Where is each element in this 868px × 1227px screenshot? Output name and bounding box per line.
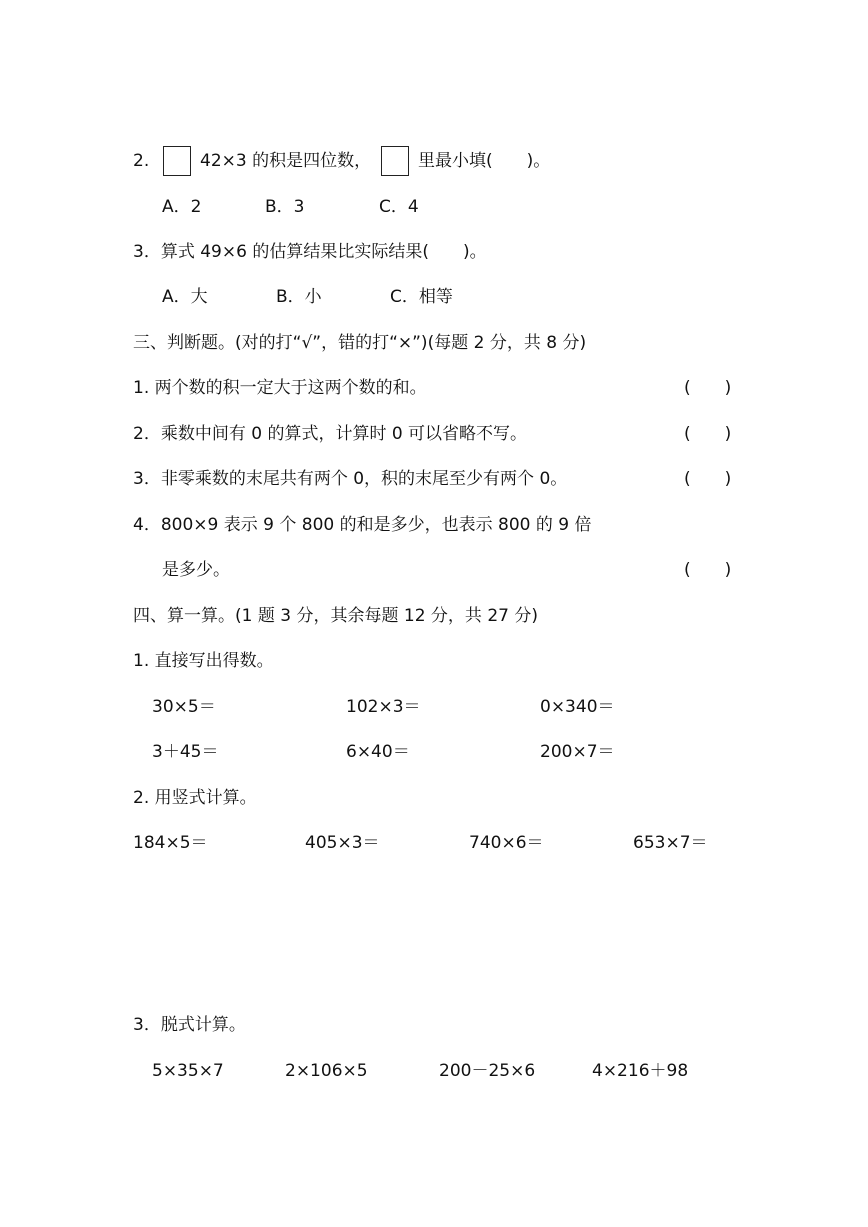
mc-q2-option-a: A．2 (162, 197, 202, 217)
answer-paren[interactable]: ( ) (684, 424, 732, 444)
calc-s2-expr: 740×6＝ (469, 833, 544, 853)
mc-q3-text: 3．算式 49×6 的估算结果比实际结果( )。 (133, 242, 487, 262)
judge-item-2: 2．乘数中间有 0 的算式，计算时 0 可以省略不写。 (133, 424, 528, 444)
mc-q2-option-c: C．4 (379, 197, 419, 217)
judge-item-4: 4．800×9 表示 9 个 800 的和是多少，也表示 800 的 9 倍 (133, 515, 592, 535)
calc-s3-expr: 4×216＋98 (592, 1061, 689, 1081)
calc-s1-expr: 0×340＝ (540, 697, 615, 717)
calc-s2-expr: 405×3＝ (305, 833, 380, 853)
calc-section-title: 四、算一算。(1 题 3 分，其余每题 12 分，共 27 分) (133, 606, 538, 626)
judge-item-1: 1. 两个数的积一定大于这两个数的和。 (133, 378, 427, 398)
answer-paren[interactable]: ( ) (684, 560, 732, 580)
calc-s1-title: 1. 直接写出得数。 (133, 651, 274, 671)
answer-paren[interactable]: ( ) (684, 378, 732, 398)
mc-q2-option-b: B．3 (265, 197, 305, 217)
mc-q2 (133, 145, 550, 177)
judge-item-4-cont: 是多少。 (162, 560, 230, 580)
calc-s1-expr: 3＋45＝ (152, 742, 219, 762)
mc-q3-option-c: C．相等 (390, 287, 453, 307)
blank-box (381, 146, 409, 176)
calc-s1-expr: 102×3＝ (346, 697, 421, 717)
blank-box (163, 146, 191, 176)
calc-s3-expr: 2×106×5 (285, 1061, 368, 1081)
mc-q2-number: 2. (133, 151, 150, 171)
calc-s3-title: 3．脱式计算。 (133, 1015, 246, 1035)
answer-paren[interactable]: ( ) (684, 469, 732, 489)
mc-q3-option-b: B．小 (276, 287, 322, 307)
mc-q2-text-b: 里最小填( )。 (417, 151, 551, 171)
calc-s3-expr: 200－25×6 (439, 1061, 536, 1081)
judge-section-title: 三、判断题。(对的打“√”，错的打“×”)(每题 2 分，共 8 分) (133, 333, 587, 353)
judge-item-3: 3．非零乘数的末尾共有两个 0，积的末尾至少有两个 0。 (133, 469, 568, 489)
calc-s1-expr: 30×5＝ (152, 697, 216, 717)
calc-s1-expr: 6×40＝ (346, 742, 410, 762)
calc-s2-expr: 184×5＝ (133, 833, 208, 853)
calc-s3-expr: 5×35×7 (152, 1061, 224, 1081)
mc-q3-option-a: A．大 (162, 287, 208, 307)
calc-s2-expr: 653×7＝ (633, 833, 708, 853)
calc-s1-expr: 200×7＝ (540, 742, 615, 762)
calc-s2-title: 2. 用竖式计算。 (133, 788, 257, 808)
mc-q2-text-a: 42×3 的积是四位数， (200, 151, 372, 171)
